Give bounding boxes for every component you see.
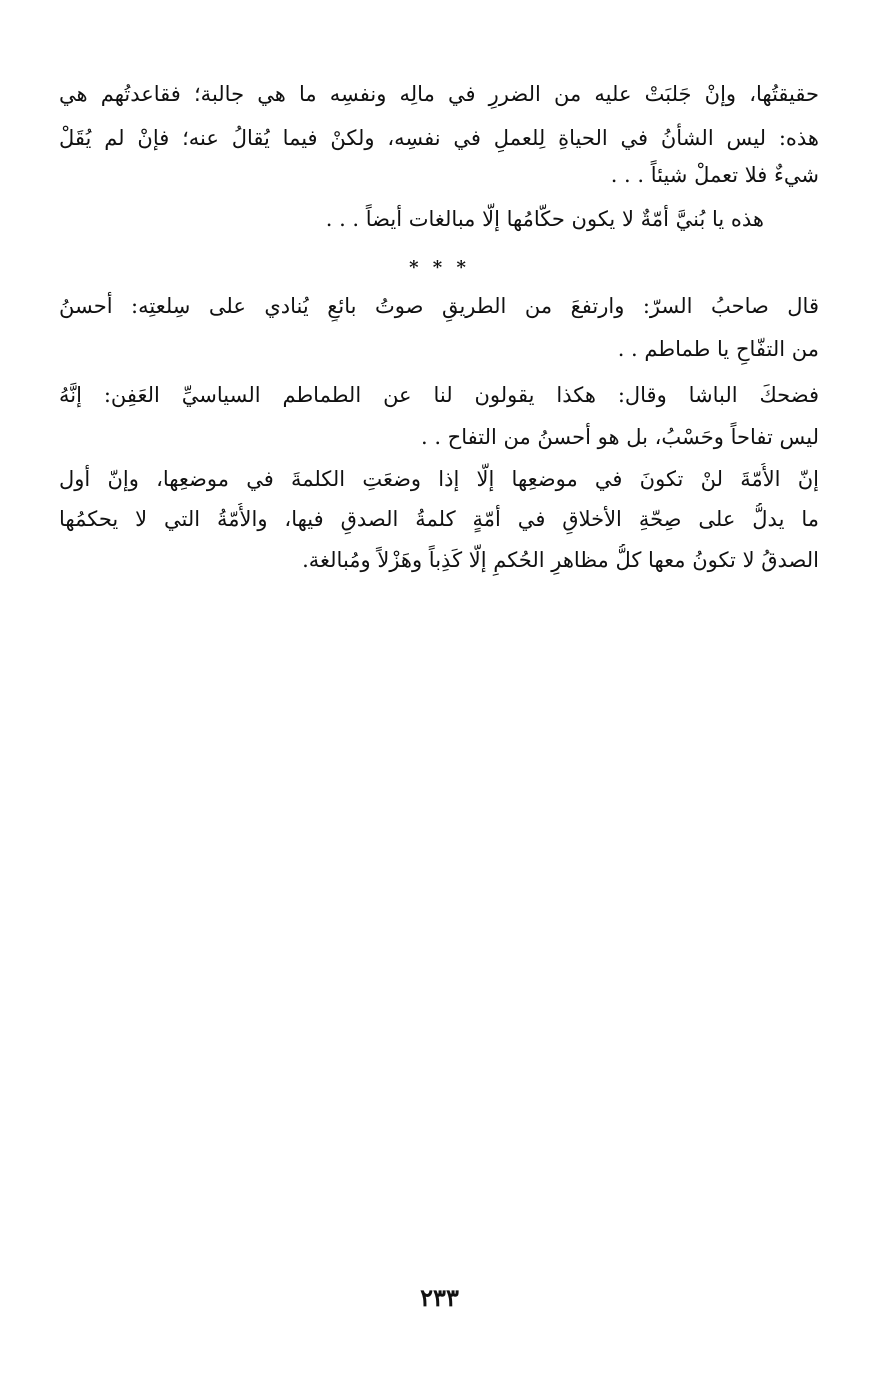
text-line-4: هذه يا بُنيَّ أمّةٌ لا يكون حكّامُها إلّا مبالغات أيضاً . . . bbox=[325, 207, 764, 231]
page-number: ٢٣٣ bbox=[420, 1283, 459, 1312]
text-line-8: ليس تفاحاً وحَسْبُ، بل هو أحسنُ من التفاح . . bbox=[420, 425, 819, 449]
text-line-9: إنّ الأُمّةَ لنْ تكونَ في موضعِها إلّا إذا وضعَتِ الكلمةَ في موضعِها، وإنّ أول bbox=[59, 467, 819, 491]
text-line-11: الصدقُ لا تكونُ معها كلُّ مظاهرِ الحُكمِ إلّا كَذِباً وهَزْلاً ومُبالغة. bbox=[302, 548, 819, 572]
text-line-1: حقيقتُها، وإنْ جَلبَتْ عليه من الضررِ في مالِه ونفسِه ما هي جالبة؛ فقاعدتُهم هي bbox=[59, 82, 819, 106]
text-line-7: فضحكَ الباشا وقال: هكذا يقولون لنا عن الطماطم السياسيِّ العَفِن: إنَّهُ bbox=[59, 383, 819, 407]
text-line-5: قال صاحبُ السرّ: وارتفعَ من الطريقِ صوتُ بائعٍ يُنادي على سِلعتِه: أحسنُ bbox=[59, 294, 819, 318]
text-line-10: ما يدلُّ على صِحّةِ الأخلاقِ في أمّةٍ كلمةُ الصدقِ فيها، والأُمّةُ التي لا يحكمُها bbox=[59, 507, 819, 531]
text-line-3: شيءٌ فلا تعملْ شيئاً . . . bbox=[610, 163, 819, 187]
section-separator: * * * bbox=[409, 257, 470, 278]
text-line-6: من التفّاحِ يا طماطم . . bbox=[617, 337, 819, 361]
text-line-2: هذه: ليس الشأنُ في الحياةِ لِلعملِ في نفسِه، ولكنْ فيما يُقالُ عنه؛ فإنْ لم يُقَلْ bbox=[59, 126, 819, 150]
